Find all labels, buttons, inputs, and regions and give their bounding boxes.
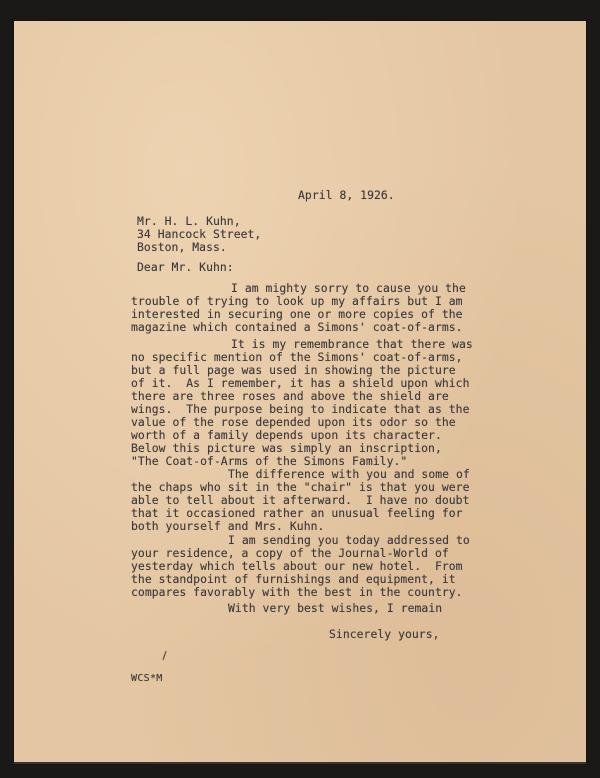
- recipient-street: 34 Hancock Street,: [137, 227, 262, 241]
- paragraph-line: worth of a family depends upon its character.: [131, 428, 442, 442]
- paragraph-line: Below this picture was simply an inscription,: [131, 441, 442, 455]
- page-edge-shadow: [14, 762, 586, 764]
- paragraph-line: able to tell about it afterward. I have no doubt: [131, 493, 470, 507]
- paragraph-line: yesterday which tells about our new hotel. From: [131, 559, 463, 573]
- paragraph-line: interested in securing one or more copies of the: [131, 307, 463, 321]
- paragraph-line: your residence, a copy of the Journal-World of: [131, 546, 449, 560]
- paragraph-line: there are three roses and above the shield are: [131, 389, 449, 403]
- paragraph-line: of it. As I remember, it has a shield upon which: [131, 376, 470, 390]
- recipient-name: Mr. H. L. Kuhn,: [137, 214, 241, 228]
- paragraph-line: trouble of trying to look up my affairs but I am: [131, 294, 463, 308]
- letter-date: April 8, 1926.: [298, 188, 395, 202]
- paragraph-line: It is my remembrance that there was: [231, 337, 473, 351]
- paragraph-line: but a full page was used in showing the picture: [131, 363, 456, 377]
- paragraph-line: value of the rose depended upon its odor so the: [131, 415, 456, 429]
- paragraph-line: both yourself and Mrs. Kuhn.: [131, 519, 325, 533]
- paragraph-line: magazine which contained a Simons' coat-of-arms.: [131, 320, 463, 334]
- paragraph-line: I am sending you today addressed to: [228, 533, 470, 547]
- paragraph-line: The difference with you and some of: [228, 467, 470, 481]
- paragraph-line: compares favorably with the best in the country.: [131, 585, 463, 599]
- paragraph-line: that it occasioned rather an unusual feeling for: [131, 506, 463, 520]
- closing-wishes: With very best wishes, I remain: [228, 601, 443, 615]
- paragraph-line: the chaps who sit in the "chair" is that you were: [131, 480, 470, 494]
- recipient-city: Boston, Mass.: [137, 240, 227, 254]
- paragraph-line: no specific mention of the Simons' coat-of-arms,: [131, 350, 463, 364]
- typist-initials: WCS*M: [131, 673, 163, 684]
- complimentary-close: Sincerely yours,: [329, 627, 440, 641]
- paragraph-line: the standpoint of furnishings and equipment, it: [131, 572, 456, 586]
- paragraph-line: wings. The purpose being to indicate that as the: [131, 402, 470, 416]
- pencil-mark: [160, 649, 170, 663]
- paragraph-line: "The Coat-of-Arms of the Simons Family.": [131, 454, 408, 468]
- paragraph-line: I am mighty sorry to cause you the: [231, 281, 466, 295]
- salutation: Dear Mr. Kuhn:: [137, 260, 234, 274]
